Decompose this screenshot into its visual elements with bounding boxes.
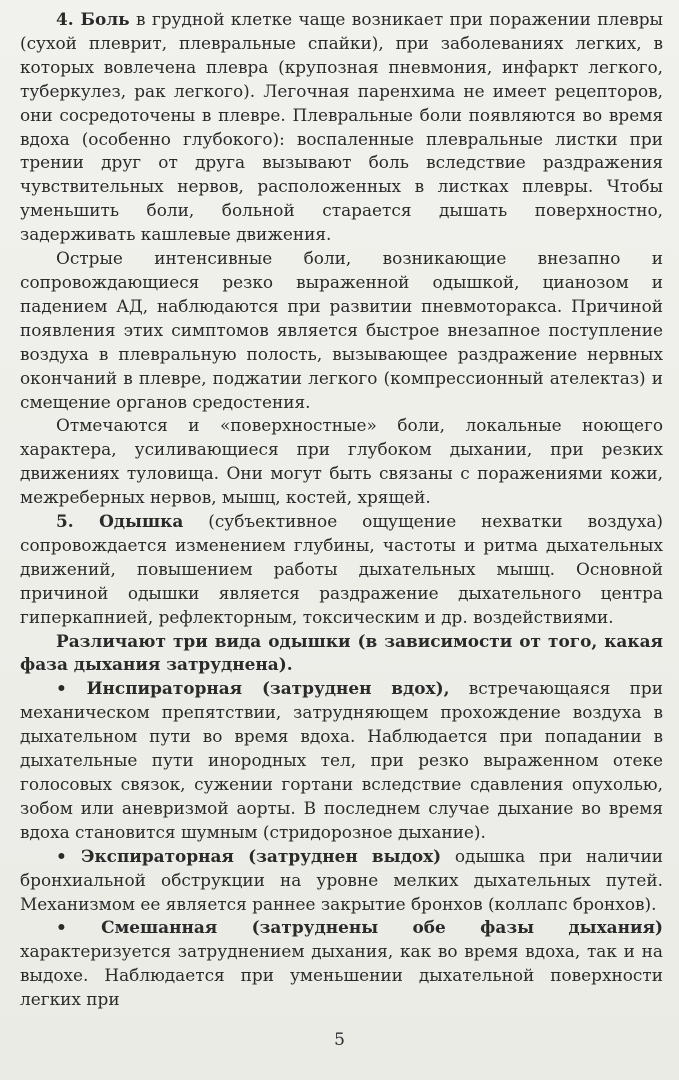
paragraph-superficial-pain bbox=[20, 414, 663, 510]
paragraph-inspiratory-text: встречающаяся при механическом препятствии, затрудняющем прохождение воздуха в дыхательном пути во время вдоха. Наблюдается при попадании в дыхательные пути инородных тел, при резко выраженном отеке голосовых связок, сужении гортани вследствие сдавления опухолью, зобом или аневризмой аорты. В последнем случае дыхание во время вдоха становится шумным (стридорозное дыхание). bbox=[20, 678, 663, 842]
paragraph-dyspnea-heading: 5. Одышка bbox=[56, 511, 184, 532]
paragraph-dyspnea bbox=[20, 510, 663, 630]
paragraph-mixed bbox=[20, 916, 663, 1012]
paragraph-acute-pain-text: Острые интенсивные боли, возникающие внезапно и сопровождающиеся резко выраженной одышкой, цианозом и падением АД, наблюдаются при развитии пневмоторакса. Причиной появления этих симптомов является быстрое внезапное поступление воздуха в плевральную полость, вызывающее раздражение нервных окончаний в плевре, поджатии легкого (компрессионный ателектаз) и смещение органов средостения. bbox=[20, 248, 663, 412]
paragraph-mixed-text: характеризуется затруднением дыхания, как во время вдоха, так и на выдохе. Наблюдается при уменьшении дыхательной поверхности легких при bbox=[20, 941, 663, 1010]
paragraph-acute-pain bbox=[20, 247, 663, 414]
body-text bbox=[20, 8, 663, 1012]
paragraph-dyspnea-types bbox=[20, 630, 663, 678]
paragraph-expiratory-heading: • Экспираторная (затруднен выдох) bbox=[56, 845, 442, 866]
paragraph-dyspnea-text: (субъективное ощущение нехватки воздуха) сопровождается изменением глубины, частоты и ритма дыхательных движений, повышением работы дыхательных мышц. Основной причиной одышки является раздражение дыхательного центра гиперкапнией, рефлекторным, токсическим и др. воздействиями. bbox=[20, 511, 664, 627]
paragraph-inspiratory bbox=[20, 677, 663, 844]
paragraph-pain bbox=[20, 8, 663, 247]
paragraph-superficial-pain-text: Отмечаются и «поверхностные» боли, локальные ноющего характера, усиливающиеся при глубоком дыхании, при резких движениях туловища. Они могут быть связаны с поражениями кожи, межреберных нервов, мышц, костей, хрящей. bbox=[20, 415, 663, 508]
paragraph-mixed-heading: • Смешанная (затруднены обе фазы дыхания) bbox=[56, 917, 663, 938]
paragraph-inspiratory-heading: • Инспираторная (затруднен вдох), bbox=[56, 678, 450, 699]
paragraph-dyspnea-types-heading: Различают три вида одышки (в зависимости от того, какая фаза дыхания затруднена). bbox=[20, 630, 663, 675]
paragraph-pain-heading: 4. Боль bbox=[56, 9, 130, 29]
paragraph-expiratory bbox=[20, 845, 663, 917]
paragraph-pain-text: в грудной клетке чаще возникает при поражении плевры (сухой плеврит, плевральные спайки), при заболеваниях легких, в которых вовлечена плевра (крупозная пневмония, инфаркт легкого, туберкулез, рак легкого). Легочная паренхима не имеет рецепторов, они сосредоточены в плевре. Плевральные боли появляются во время вдоха (особенно глубокого): воспаленные плевральные листки при трении друг от друга вызывают боль вследствие раздражения чувствительных нервов, расположенных в листках плевры. Чтобы уменьшить боли, больной старается дышать поверхностно, задерживать кашлевые движения. bbox=[20, 9, 664, 245]
paragraph-expiratory-text: одышка при наличии бронхиальной обструкции на уровне мелких дыхательных путей. Механизмом ее является раннее закрытие бронхов (коллапс бронхов). bbox=[20, 845, 663, 914]
page-number: 5 bbox=[334, 1030, 345, 1050]
